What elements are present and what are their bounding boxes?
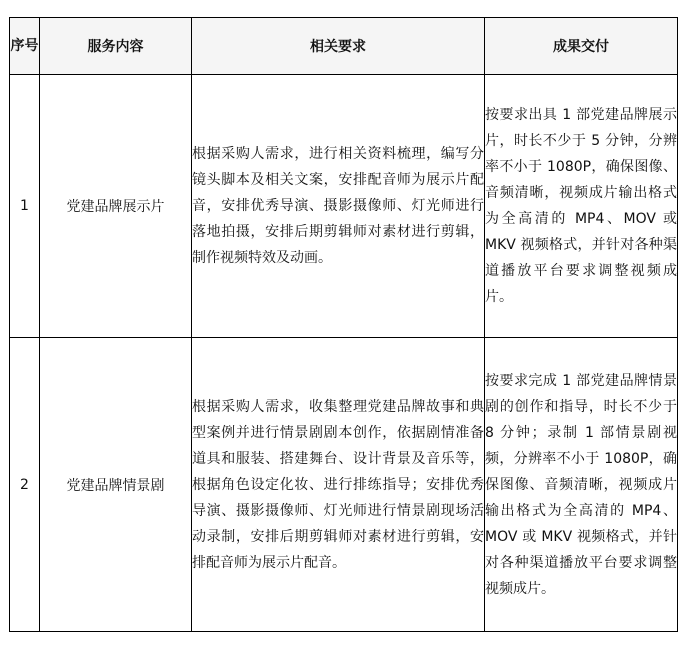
- row-deliverables: 按要求完成 1 部党建品牌情景剧的创作和指导，时长不少于 8 分钟；录制 1 部情景剧视频，分辨率不小于 1080P，确保图像、音频清晰，视频成片输出格式为全高清的 MP4、MOV 或 MKV 视频格式，并针对各种渠道播放平台要求调整视频成片。: [485, 338, 678, 632]
- row-service: 党建品牌情景剧: [40, 338, 192, 632]
- row-service: 党建品牌展示片: [40, 75, 192, 338]
- table-row: [10, 338, 678, 632]
- header-requirements: 相关要求: [192, 18, 485, 75]
- header-deliverables: 成果交付: [485, 18, 678, 75]
- header-index: 序号: [10, 18, 40, 75]
- row-requirements: 根据采购人需求，进行相关资料梳理，编写分镜头脚本及相关文案，安排配音师为展示片配音，安排优秀导演、摄影摄像师、灯光师进行落地拍摄，安排后期剪辑师对素材进行剪辑，制作视频特效及动画。: [192, 75, 485, 338]
- service-table: [9, 17, 678, 632]
- row-index: 1: [10, 75, 40, 338]
- row-requirements: 根据采购人需求，收集整理党建品牌故事和典型案例并进行情景剧剧本创作，依据剧情准备道具和服装、搭建舞台、设计背景及音乐等，根据角色设定化妆、进行排练指导；安排优秀导演、摄影摄像师、灯光师进行情景剧现场活动录制，安排后期剪辑师对素材进行剪辑，安排配音师为展示片配音。: [192, 338, 485, 632]
- header-service: 服务内容: [40, 18, 192, 75]
- row-index: 2: [10, 338, 40, 632]
- table-header-row: [10, 18, 678, 75]
- table-row: [10, 75, 678, 338]
- row-deliverables: 按要求出具 1 部党建品牌展示片，时长不少于 5 分钟，分辨率不小于 1080P，确保图像、音频清晰，视频成片输出格式为全高清的 MP4、MOV 或 MKV 视频格式，并针对各种渠道播放平台要求调整视频成片。: [485, 75, 678, 338]
